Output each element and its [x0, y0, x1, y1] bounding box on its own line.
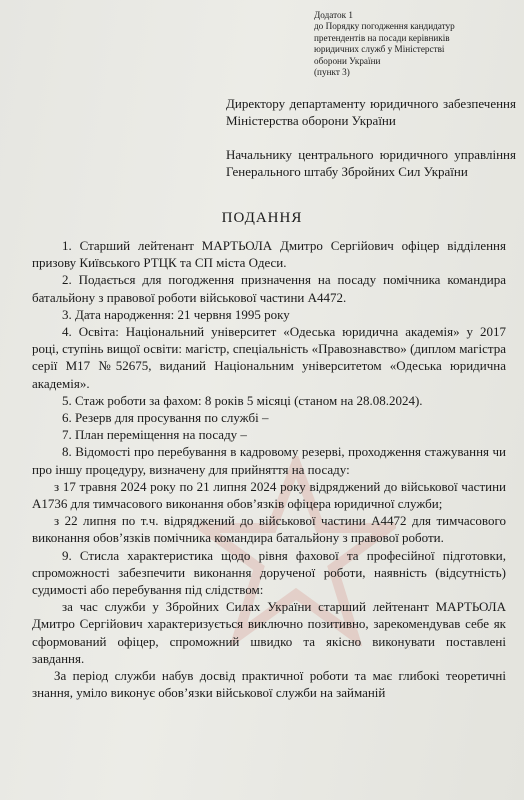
paragraph-item-1: 1. Старший лейтенант МАРТЬОЛА Дмитро Сергійович офіцер відділення призову Київського РТЦК та СП міста Одеси. [32, 238, 506, 271]
addressee-chief: Начальнику центрального юридичного управління Генерального штабу Збройних Сил України [226, 147, 516, 179]
reserve-entry-2: з 22 липня по т.ч. відряджений до військової частини А4472 для тимчасового виконання обов’язків помічника командира батальйону з правової роботи. [32, 513, 506, 546]
paragraph-item-9: 9. Стисла характеристика щодо рівня фахової та професійної підготовки, спроможності забезпечити виконання дорученої роботи, наявність (відсутність) судимості або перебування під слідством: [32, 547, 506, 598]
reserve-entry-1: з 17 травня 2024 року по 21 липня 2024 року відряджений до військової частини А1736 для тимчасового виконання обов’язків офіцера юридичної служби; [32, 478, 506, 512]
paragraph-item-2: 2. Подається для погодження призначення на посаду помічника командира батальйону з правової роботи військової частини А4472. [32, 272, 506, 305]
paragraph-item-8: 8. Відомості про перебування в кадровому резерві, проходження стажування чи про іншу процедуру, визначену для прийняття на посаду: [32, 444, 506, 477]
annex-line: юридичних служб у Міністерстві [314, 44, 445, 55]
annex-line: до Порядку погодження кандидатур [314, 21, 455, 32]
annex-line: оборони України [314, 55, 381, 66]
annex-line: претендентів на посади керівників [314, 32, 450, 43]
paragraph-item-7: 7. План переміщення на посаду – [62, 427, 247, 443]
document-title: ПОДАННЯ [221, 210, 303, 226]
paragraph-item-3: 3. Дата народження: 21 червня 1995 року [62, 306, 290, 322]
document-body [32, 237, 506, 701]
characteristic-text: за час служби у Збройних Силах України старший лейтенант МАРТЬОЛА Дмитро Сергійович характеризується виключно позитивно, зарекомендував себе як сформований офіцер, спроможний швидко та якісно виконувати поставлені завдання. [32, 599, 506, 666]
experience-text: За період служби набув досвід практичної роботи та має глибокі теоретичні знання, уміло виконує обов’язки військової служби на займаній [32, 668, 506, 701]
paragraph-item-4: 4. Освіта: Національний університет «Одеська юридична академія» у 2017 році, ступінь вищої освіти: магістр, спеціальність «Правознавство» (диплом магістра серії М17 №52675, виданий Національним університетом «Одеська юридична академія». [32, 324, 506, 391]
annex-line: Додаток 1 [314, 10, 353, 20]
paragraph-item-5: 5. Стаж роботи за фахом: 8 років 5 місяці (станом на 28.08.2024). [62, 392, 423, 408]
addressee-director: Директору департаменту юридичного забезпечення Міністерства оборони України [226, 96, 516, 128]
paragraph-item-6: 6. Резерв для просування по службі – [62, 410, 269, 426]
annex-note [314, 10, 514, 78]
annex-line: (пункт 3) [314, 67, 350, 78]
